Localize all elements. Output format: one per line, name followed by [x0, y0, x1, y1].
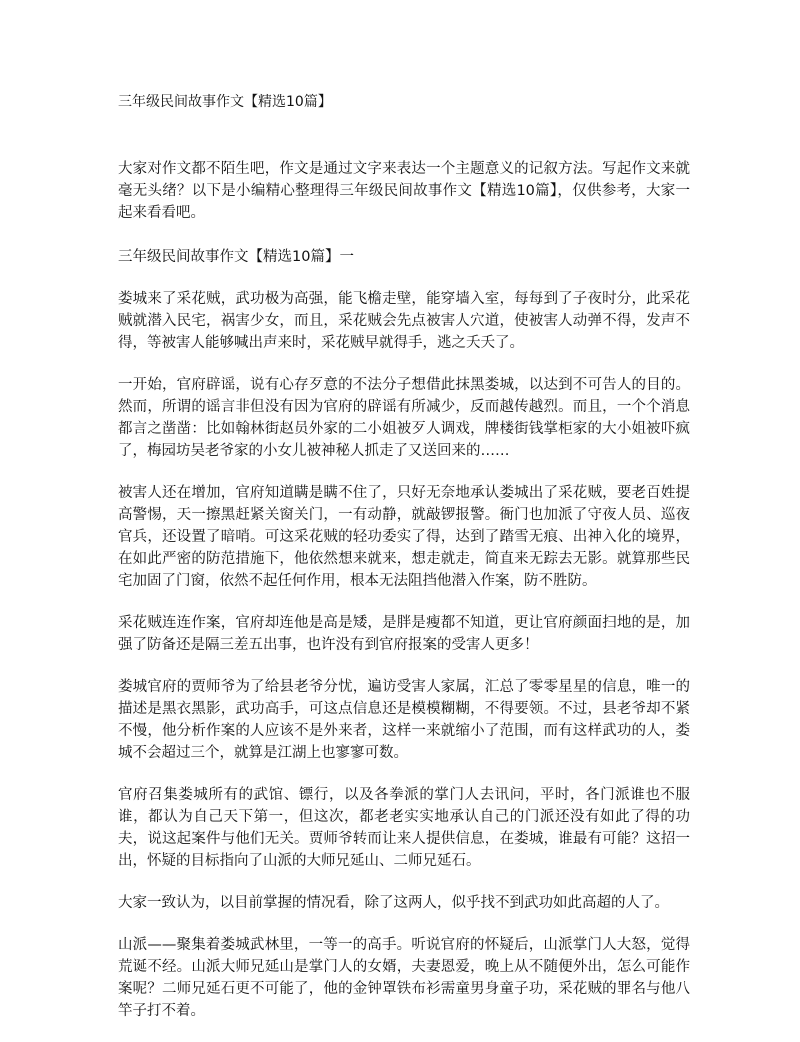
section-heading: 三年级民间故事作文【精选10篇】一: [118, 249, 354, 265]
story-paragraph-1: 娄城来了采花贼，武功极为高强，能飞檐走壁，能穿墙入室，每每到了子夜时分，此采花贼就潜入民宅，祸害少女，而且，采花贼会先点被害人穴道，使被害人动弹不得，发声不得，等被害人能够喊出声来时，采花贼早就得手，逃之夭夭了。: [118, 291, 690, 351]
document-title: 三年级民间故事作文【精选10篇】: [118, 94, 332, 110]
story-paragraph-4: 采花贼连连作案，官府却连他是高是矮，是胖是瘦都不知道，更让官府颜面扫地的是，加强了防备还是隔三差五出事，也许没有到官府报案的受害人更多！: [118, 615, 690, 653]
intro-paragraph: 大家对作文都不陌生吧，作文是通过文字来表达一个主题意义的记叙方法。写起作文来就毫无头绪？以下是小编精心整理得三年级民间故事作文【精选10篇】，仅供参考，大家一起来看看吧。: [118, 161, 690, 221]
story-paragraph-7: 大家一致认为，以目前掌握的情况看，除了这两人，似乎找不到武功如此高超的人了。: [118, 895, 669, 911]
story-paragraph-2: 一开始，官府辟谣，说有心存歹意的不法分子想借此抹黑娄城，以达到不可告人的目的。然而，所谓的谣言非但没有因为官府的辟谣有所减少，反而越传越烈。而且，一个个消息都言之凿凿：比如翰林街赵员外家的二小姐被歹人调戏，牌楼街钱掌柜家的大小姐被吓疯了，梅园坊吴老爷家的小女儿被神秘人抓走了又送回来的……: [118, 377, 690, 459]
story-paragraph-8: 山派——聚集着娄城武林里，一等一的高手。听说官府的怀疑后，山派掌门人大怒，觉得荒诞不经。山派大师兄延山是掌门人的女婿，夫妻恩爱，晚上从不随便外出，怎么可能作案呢？二师兄延石更不可能了，他的金钟罩铁布衫需童男身童子功，采花贼的罪名与他八竿子打不着。: [118, 937, 690, 1019]
story-paragraph-3: 被害人还在增加，官府知道瞒是瞒不住了，只好无奈地承认娄城出了采花贼，要老百姓提高警惕，天一擦黑赶紧关窗关门，一有动静，就敲锣报警。衙门也加派了守夜人员、巡夜官兵，还设置了暗哨。可这采花贼的轻功委实了得，达到了踏雪无痕、出神入化的境界，在如此严密的防范措施下，他依然想来就来，想走就走，简直来无踪去无影。就算那些民宅加固了门窗，依然不起任何作用，根本无法阻挡他潜入作案，防不胜防。: [118, 485, 690, 589]
document-body: [118, 158, 690, 1042]
story-paragraph-6: 官府召集娄城所有的武馆、镖行，以及各拳派的掌门人去讯问，平时，各门派谁也不服谁，都认为自己天下第一，但这次，都老老实实地承认自己的门派还没有如此了得的功夫，说这起案件与他们无关。贾师爷转而让来人提供信息，在娄城，谁最有可能？这招一出，怀疑的目标指向了山派的大师兄延山、二师兄延石。: [118, 787, 690, 869]
story-paragraph-5: 娄城官府的贾师爷为了给县老爷分忧，遍访受害人家属，汇总了零零星星的信息，唯一的描述是黑衣黑影，武功高手，可这点信息还是模模糊糊，不得要领。不过，县老爷却不紧不慢，他分析作案的人应该不是外来者，这样一来就缩小了范围，而有这样武功的人，娄城不会超过三个，就算是江湖上也寥寥可数。: [118, 679, 690, 761]
